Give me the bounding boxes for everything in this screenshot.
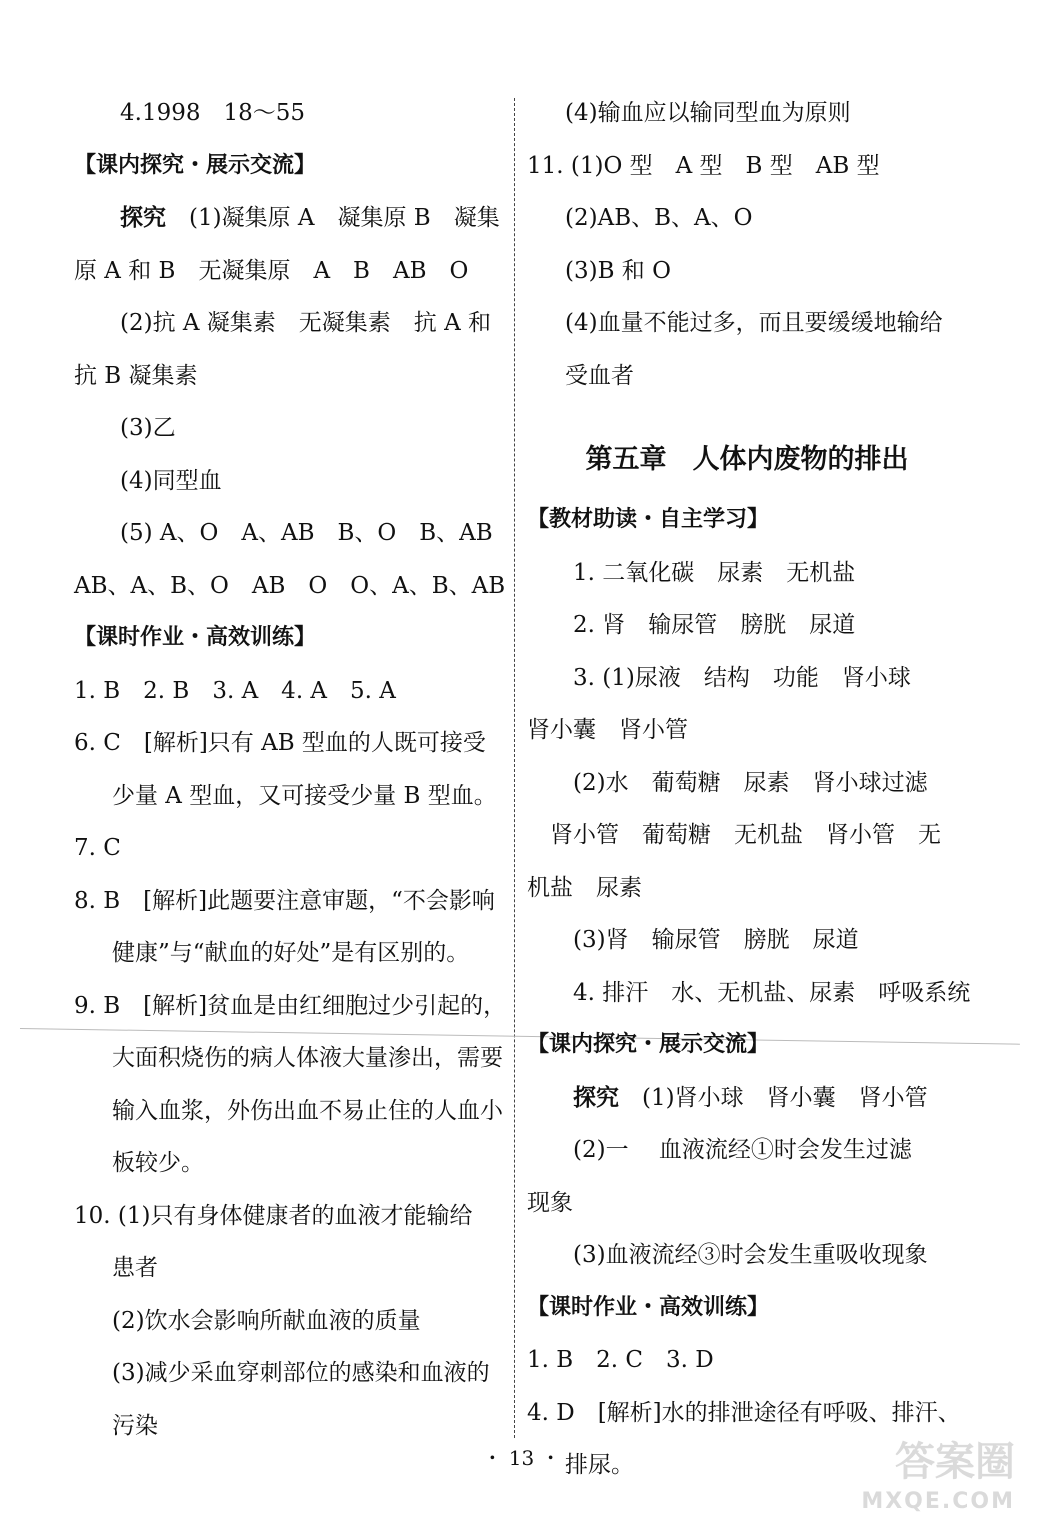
answer-line: 3. (1)尿液 结构 功能 肾小球 — [573, 664, 911, 691]
explore-line — [527, 1081, 967, 1134]
answer-line: 抗 B 凝集素 — [74, 362, 198, 389]
answer-line: (3)减少采血穿刺部位的感染和血液的 — [112, 1360, 490, 1386]
chapter-name: 人体内废物的排出 — [692, 444, 909, 475]
answer-line: 7. C — [74, 835, 121, 861]
answer-line: 10. (1)只有身体健康者的血液才能输给 — [74, 1202, 473, 1229]
section-header: 【教材助读・自主学习】 — [527, 507, 770, 532]
answer-line: (2)AB、B、A、O — [565, 205, 753, 231]
section-header: 【课内探究・展示交流】 — [527, 1032, 770, 1057]
answer-line: 现象 — [527, 1189, 573, 1216]
answer-line: (3)乙 — [120, 415, 176, 441]
answer-line: 11. (1)O 型 A 型 B 型 AB 型 — [527, 152, 880, 179]
column-divider — [514, 98, 515, 1438]
answer-line: 患者 — [112, 1255, 158, 1281]
answer-line: 6. C [解析]只有 AB 型血的人既可接受 — [74, 730, 486, 756]
answer-line: (3)血液流经③时会发生重吸收现象 — [573, 1242, 928, 1268]
chapter-number: 第五章 — [585, 444, 667, 475]
answer-line: (2)一 血液流经①时会发生过滤 — [573, 1137, 912, 1163]
explore-line — [74, 201, 504, 254]
answer-line: 1. B 2. C 3. D — [527, 1347, 714, 1373]
answer-line: 1. B 2. B 3. A 4. A 5. A — [74, 677, 396, 704]
answer-line: AB、A、B、O AB O O、A、B、AB — [74, 572, 506, 599]
answer-line: (2)抗 A 凝集素 无凝集素 抗 A 和 — [120, 310, 492, 336]
answer-line: (4)血量不能过多，而且要缓缓地输给 — [565, 310, 943, 336]
answer-line: 健康”与“献血的好处”是有区别的。 — [112, 940, 470, 966]
answer-line: 9. B [解析]贫血是由红细胞过少引起的， — [74, 992, 507, 1019]
explore-text: (1)肾小球 肾小囊 肾小管 — [642, 1084, 928, 1111]
watermark-logo — [861, 1439, 1015, 1522]
answer-line: 原 A 和 B 无凝集原 A B AB O — [74, 257, 469, 284]
answer-line: 肾小管 葡萄糖 无机盐 肾小管 无 — [527, 822, 941, 848]
answer-line: (3)B 和 O — [565, 257, 671, 284]
answer-line: 8. B [解析]此题要注意审题，“不会影响 — [74, 887, 495, 914]
answer-line: 污染 — [112, 1412, 158, 1439]
answer-line: (4)输血应以输同型血为原则 — [565, 100, 851, 126]
page-number: ・ 13 ・ — [482, 1446, 561, 1470]
answer-line: 1. 二氧化碳 尿素 无机盐 — [573, 559, 856, 586]
section-header: 【课时作业・高效训练】 — [527, 1294, 770, 1320]
answer-line: (2)饮水会影响所献血液的质量 — [112, 1307, 421, 1334]
right-column — [527, 96, 971, 1501]
section-header: 【课时作业・高效训练】 — [74, 625, 317, 650]
answer-line: 4. 排汗 水、无机盐、尿素 呼吸系统 — [573, 979, 971, 1006]
left-column — [74, 96, 507, 1461]
answer-line: 少量 A 型血，又可接受少量 B 型血。 — [112, 782, 497, 809]
answer-line: 输入血浆，外伤出血不易止住的人血小 — [112, 1097, 503, 1124]
explore-keyword: 探究 — [120, 205, 166, 231]
answer-line: 机盐 尿素 — [527, 874, 642, 901]
answer-line: 大面积烧伤的病人体液大量渗出，需要 — [112, 1045, 503, 1071]
watermark-text: 答案圈 — [895, 1439, 1015, 1485]
answer-line: (3)肾 输尿管 膀胱 尿道 — [573, 927, 859, 953]
answer-line: 4.1998 18～55 — [120, 100, 306, 126]
explore-text: (1)凝集原 A 凝集原 B 凝集 — [189, 205, 500, 231]
answer-line: 板较少。 — [112, 1150, 204, 1176]
answer-line: 2. 肾 输尿管 膀胱 尿道 — [573, 612, 856, 638]
answer-line: 排尿。 — [565, 1452, 634, 1478]
section-header: 【课内探究・展示交流】 — [74, 152, 317, 178]
chapter-title — [527, 411, 967, 503]
answer-line: 肾小囊 肾小管 — [527, 717, 688, 743]
answer-line: (2)水 葡萄糖 尿素 肾小球过滤 — [573, 769, 928, 796]
explore-keyword: 探究 — [573, 1084, 619, 1111]
answer-line: (5) A、O A、AB B、O B、AB — [120, 520, 493, 546]
watermark-url: MXQE.COM — [861, 1489, 1015, 1514]
answer-line: (4)同型血 — [120, 467, 222, 494]
answer-line: 受血者 — [565, 362, 634, 389]
answer-line: 4. D [解析]水的排泄途径有呼吸、排汗、 — [527, 1399, 961, 1426]
